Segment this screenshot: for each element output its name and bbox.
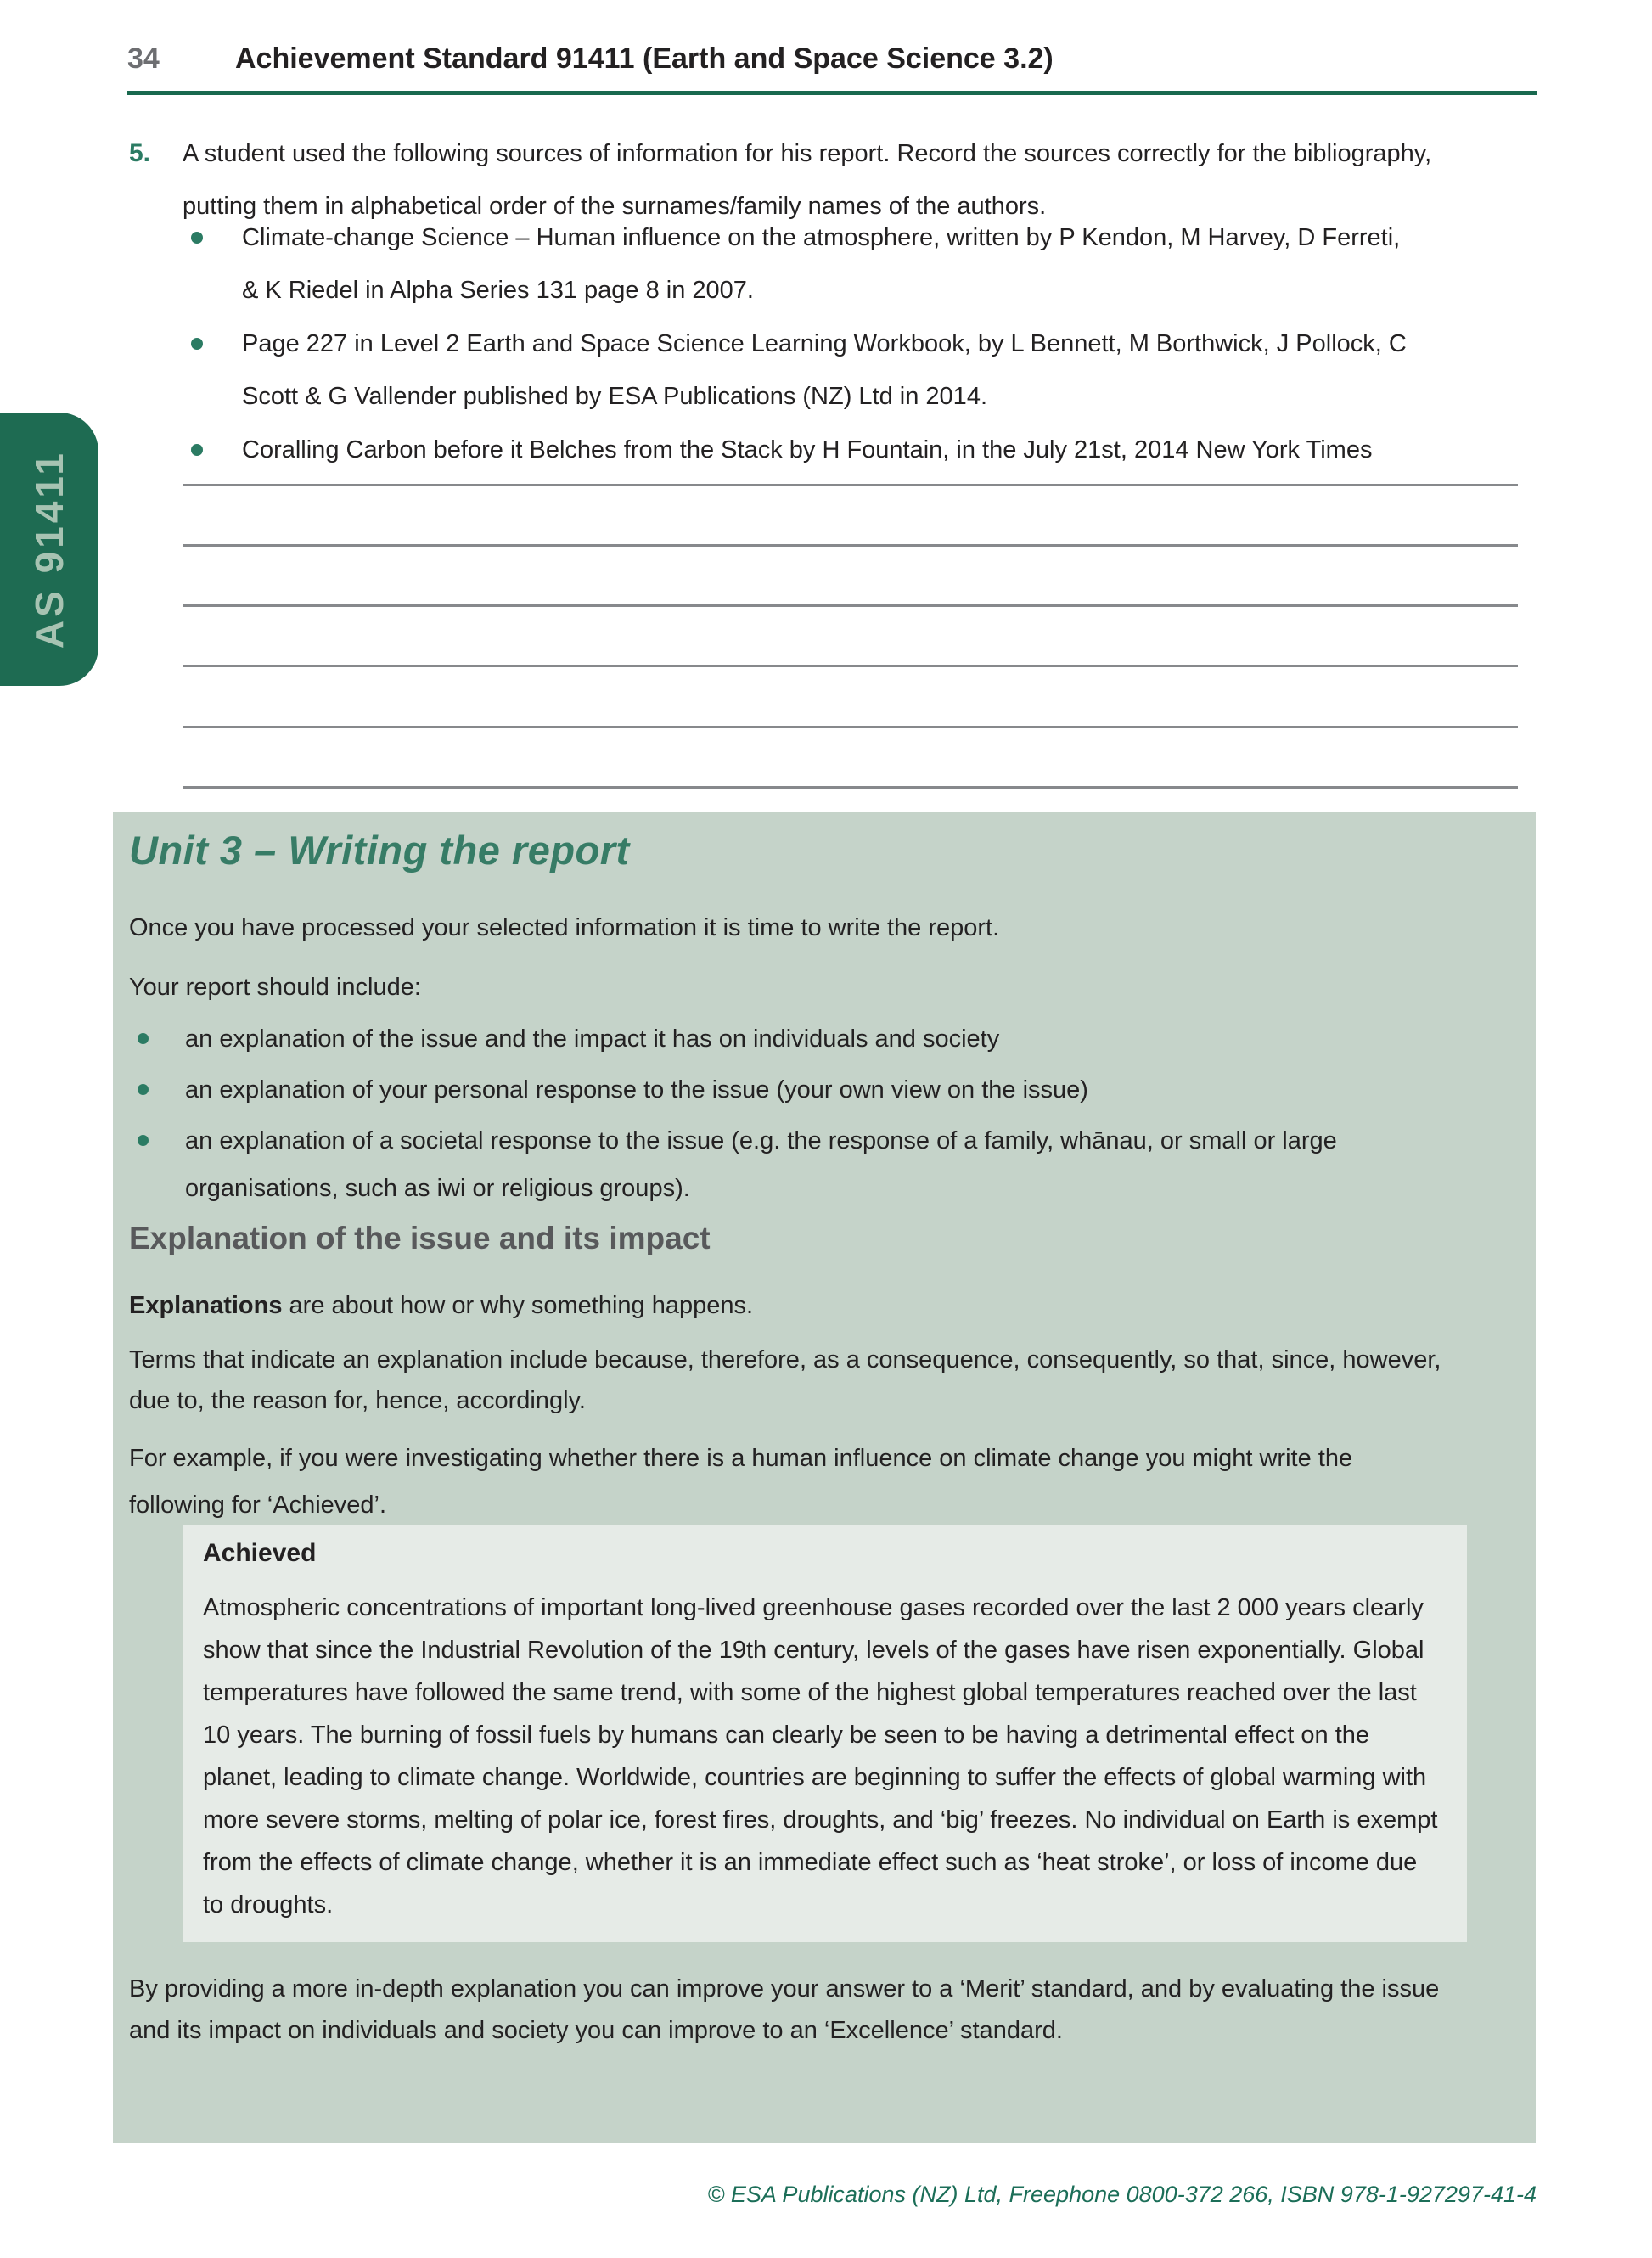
achieved-box-title: Achieved (203, 1539, 317, 1567)
source-item (183, 317, 1422, 423)
question-number: 5. (129, 139, 151, 167)
include-item-text: an explanation of a societal response to the issue (e.g. the response of a family, whānau, or small or large organisations, such as iwi or religious groups). (185, 1127, 1337, 1202)
answer-line (183, 544, 1518, 547)
terms-paragraph: Terms that indicate an explanation include because, therefore, as a consequence, consequently, so that, since, however, due to, the reason for, hence, accordingly. (129, 1346, 1441, 1414)
bullet-icon (138, 1135, 149, 1146)
explanations-rest: are about how or why something happens. (282, 1292, 754, 1319)
report-include-list (129, 1015, 1453, 1216)
unit-title: Unit 3 – Writing the report (129, 828, 630, 873)
closing-paragraph: By providing a more in-depth explanation you can improve your answer to a ‘Merit’ standard, and by evaluating the issue and its impact on individuals and society you can improve to an ‘Excellence’ standard. (129, 1975, 1440, 2044)
achieved-box-body: Atmospheric concentrations of important long-lived greenhouse gases recorded over the last 2 000 years clearly show that since the Industrial Revolution of the 19th century, levels of the gases have risen exponentially. Global temperatures have followed the same trend, with some of the highest global temperatures reached over the last 10 years. The burning of fossil fuels by humans can clearly be seen to be having a detrimental effect on the planet, leading to climate change. Worldwide, countries are beginning to suffer the effects of global warming with more severe storms, melting of polar ice, forest fires, droughts, and ‘big’ freezes. No individual on Earth is exempt from the effects of climate change, whether it is an immediate effect such as ‘heat stroke’, or loss of income due to droughts. (203, 1594, 1438, 1918)
source-text: Coralling Carbon before it Belches from the Stack by H Fountain, in the July 21st, 2014 New York Times (242, 436, 1373, 463)
standard-side-tab (0, 413, 98, 686)
sub-heading: Explanation of the issue and its impact (129, 1221, 711, 1255)
bullet-icon (138, 1084, 149, 1095)
include-item (129, 1015, 1453, 1063)
unit-section (113, 812, 1536, 2143)
question-prompt: A student used the following sources of information for his report. Record the sources correctly for the bibliography, putting them in alphabetical order of the surnames/family names of the authors. (183, 140, 1432, 220)
include-item (129, 1066, 1453, 1114)
copyright-footer: © ESA Publications (NZ) Ltd, Freephone 0800-372 266, ISBN 978-1-927297-41-4 (707, 2182, 1537, 2207)
source-list (183, 211, 1422, 477)
unit-intro: Once you have processed your selected information it is time to write the report. (129, 914, 1000, 941)
answer-line (183, 484, 1518, 486)
explanations-definition (129, 1284, 1487, 1327)
explanations-term: Explanations (129, 1292, 283, 1319)
page-number: 34 (127, 42, 160, 75)
page-title: Achievement Standard 91411 (Earth and Space Science 3.2) (235, 42, 1054, 75)
source-text: Page 227 in Level 2 Earth and Space Science Learning Workbook, by L Bennett, M Borthwick, J Pollock, C Scott & G Vallender published by ESA Publications (NZ) Ltd in 2014. (242, 330, 1407, 410)
answer-line (183, 786, 1518, 789)
include-item (129, 1117, 1453, 1212)
answer-line (183, 604, 1518, 607)
source-item (183, 424, 1422, 476)
achieved-example-box (183, 1525, 1467, 1942)
include-item-text: an explanation of your personal response to the issue (your own view on the issue) (185, 1076, 1088, 1104)
include-item-text: an explanation of the issue and the impact it has on individuals and society (185, 1025, 1000, 1053)
example-paragraph: For example, if you were investigating whether there is a human influence on climate change you might write the following for ‘Achieved’. (129, 1445, 1353, 1519)
bullet-icon (138, 1033, 149, 1044)
bullet-icon (191, 444, 203, 456)
bullet-icon (191, 338, 203, 350)
answer-line (183, 726, 1518, 728)
source-item (183, 211, 1422, 317)
source-text: Climate-change Science – Human influence on the atmosphere, written by P Kendon, M Harvey, D Ferreti, & K Riedel in Alpha Series 131 page 8 in 2007. (242, 224, 1401, 304)
unit-lead: Your report should include: (129, 974, 421, 1001)
answer-line (183, 665, 1518, 667)
bullet-icon (191, 232, 203, 244)
standard-side-tab-label: AS 91411 (27, 449, 71, 649)
header-divider (127, 91, 1537, 95)
